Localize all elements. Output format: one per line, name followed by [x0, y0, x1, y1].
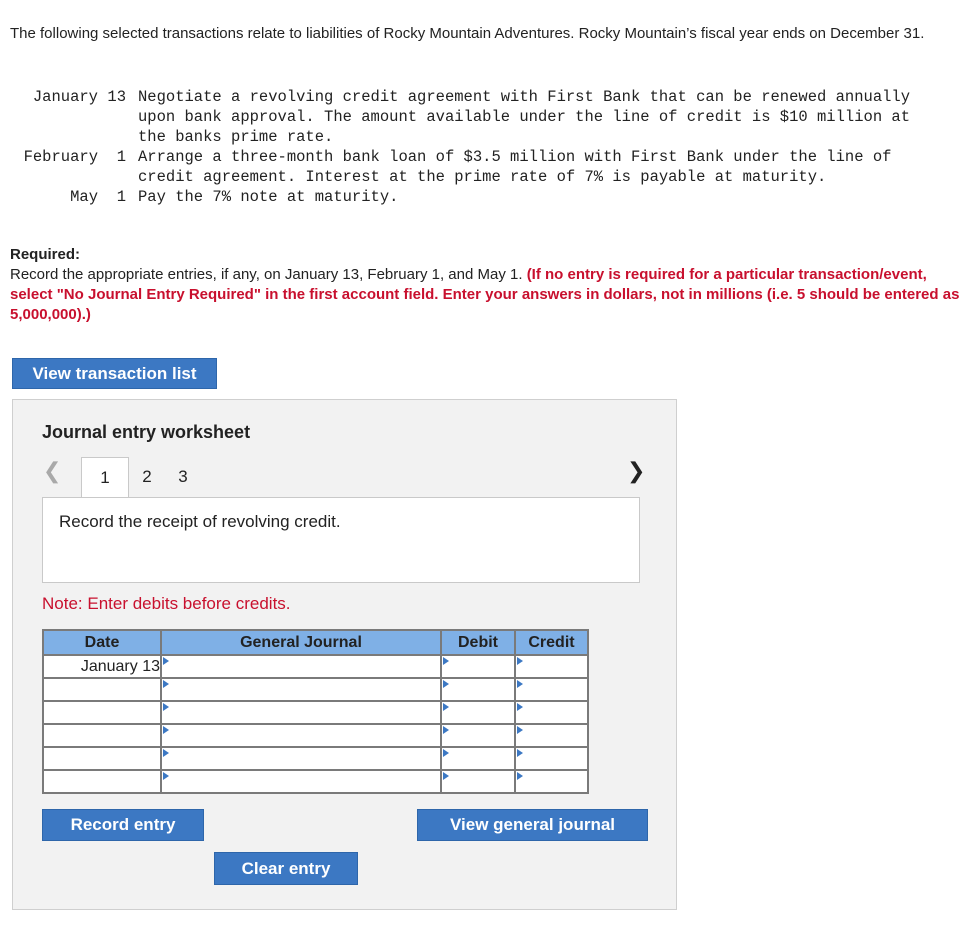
chevron-left-icon[interactable]: ❮ [43, 458, 62, 483]
debit-cell[interactable] [441, 678, 515, 701]
table-row [43, 724, 588, 747]
transaction-day: 1 [116, 188, 126, 206]
date-cell[interactable]: January 13 [43, 655, 161, 678]
table-row [43, 747, 588, 770]
column-credit: Credit [515, 630, 588, 655]
transaction-month: February [23, 148, 98, 166]
column-debit: Debit [441, 630, 515, 655]
debit-cell[interactable] [441, 747, 515, 770]
date-cell[interactable] [43, 701, 161, 724]
table-row [43, 655, 588, 678]
view-transaction-list-button[interactable]: View transaction list [12, 358, 217, 389]
table-row [43, 678, 588, 701]
intro-text: The following selected transactions relate to liabilities of Rocky Mountain Adventures. Rocky Mountain’s fiscal year ends on December 31. [10, 25, 925, 42]
date-cell[interactable] [43, 770, 161, 793]
transaction-description-box [42, 497, 640, 583]
transaction-row [10, 147, 938, 187]
tab-2[interactable]: 2 [142, 467, 152, 486]
transaction-day: 1 [116, 148, 126, 166]
dropdown-marker-icon [443, 657, 449, 665]
transaction-text: Pay the 7% note at maturity. [138, 188, 399, 206]
dropdown-marker-icon [517, 680, 523, 688]
table-row [43, 701, 588, 724]
dropdown-marker-icon [443, 726, 449, 734]
account-cell[interactable] [161, 770, 441, 793]
dropdown-marker-icon [163, 749, 169, 757]
dropdown-marker-icon [443, 749, 449, 757]
transaction-month: January [32, 88, 98, 106]
dropdown-marker-icon [517, 657, 523, 665]
clear-entry-button[interactable]: Clear entry [214, 852, 358, 885]
dropdown-marker-icon [517, 726, 523, 734]
dropdown-marker-icon [443, 680, 449, 688]
table-row [43, 770, 588, 793]
debit-cell[interactable] [441, 724, 515, 747]
journal-entry-worksheet [12, 399, 677, 910]
dropdown-marker-icon [517, 749, 523, 757]
required-heading: Required: [10, 246, 81, 263]
dropdown-marker-icon [163, 726, 169, 734]
dropdown-marker-icon [163, 680, 169, 688]
date-cell[interactable] [43, 747, 161, 770]
debit-cell[interactable] [441, 770, 515, 793]
transaction-month: May [70, 188, 98, 206]
account-cell[interactable] [161, 747, 441, 770]
column-general-journal: General Journal [161, 630, 441, 655]
date-cell[interactable] [43, 678, 161, 701]
debit-cell[interactable] [441, 701, 515, 724]
transaction-list [10, 87, 938, 207]
transaction-description: Record the receipt of revolving credit. [59, 512, 341, 531]
worksheet-title: Journal entry worksheet [42, 422, 251, 442]
required-instruction: (If no entry is required for a particular transaction/event, select "No Journal Entry Required" in the first account field. Enter your answers in dollars, not in millions (i.e. 5 should be entered as 5,000,000).) [10, 266, 960, 323]
credit-cell[interactable] [515, 747, 588, 770]
dropdown-marker-icon [163, 657, 169, 665]
table-header-row [43, 630, 588, 655]
column-date: Date [43, 630, 161, 655]
transaction-text: Negotiate a revolving credit agreement with First Bank that can be renewed annually upon bank approval. The amount available under the line of credit is $10 million at the banks prime rate. [138, 88, 911, 146]
account-cell[interactable] [161, 701, 441, 724]
transaction-text: Arrange a three-month bank loan of $3.5 million with First Bank under the line of credit agreement. Interest at the prime rate of 7% is payable at maturity. [138, 148, 892, 186]
view-general-journal-button[interactable]: View general journal [417, 809, 648, 841]
account-cell[interactable] [161, 655, 441, 678]
transaction-row [10, 87, 938, 147]
dropdown-marker-icon [517, 703, 523, 711]
entry-note: Note: Enter debits before credits. [42, 594, 291, 613]
account-cell[interactable] [161, 724, 441, 747]
tab-1[interactable]: 1 [81, 457, 129, 498]
dropdown-marker-icon [517, 772, 523, 780]
credit-cell[interactable] [515, 770, 588, 793]
chevron-right-icon[interactable]: ❯ [627, 458, 646, 483]
credit-cell[interactable] [515, 655, 588, 678]
debit-cell[interactable] [441, 655, 515, 678]
dropdown-marker-icon [163, 703, 169, 711]
required-text: Record the appropriate entries, if any, on January 13, February 1, and May 1. [10, 266, 523, 283]
credit-cell[interactable] [515, 724, 588, 747]
dropdown-marker-icon [443, 772, 449, 780]
transaction-day: 13 [107, 88, 126, 106]
account-cell[interactable] [161, 678, 441, 701]
required-section [10, 245, 960, 325]
tab-3[interactable]: 3 [178, 467, 188, 486]
credit-cell[interactable] [515, 701, 588, 724]
journal-table [42, 629, 589, 794]
dropdown-marker-icon [443, 703, 449, 711]
dropdown-marker-icon [163, 772, 169, 780]
date-cell[interactable] [43, 724, 161, 747]
worksheet-tabs [81, 457, 201, 498]
credit-cell[interactable] [515, 678, 588, 701]
record-entry-button[interactable]: Record entry [42, 809, 204, 841]
transaction-row [10, 187, 938, 207]
